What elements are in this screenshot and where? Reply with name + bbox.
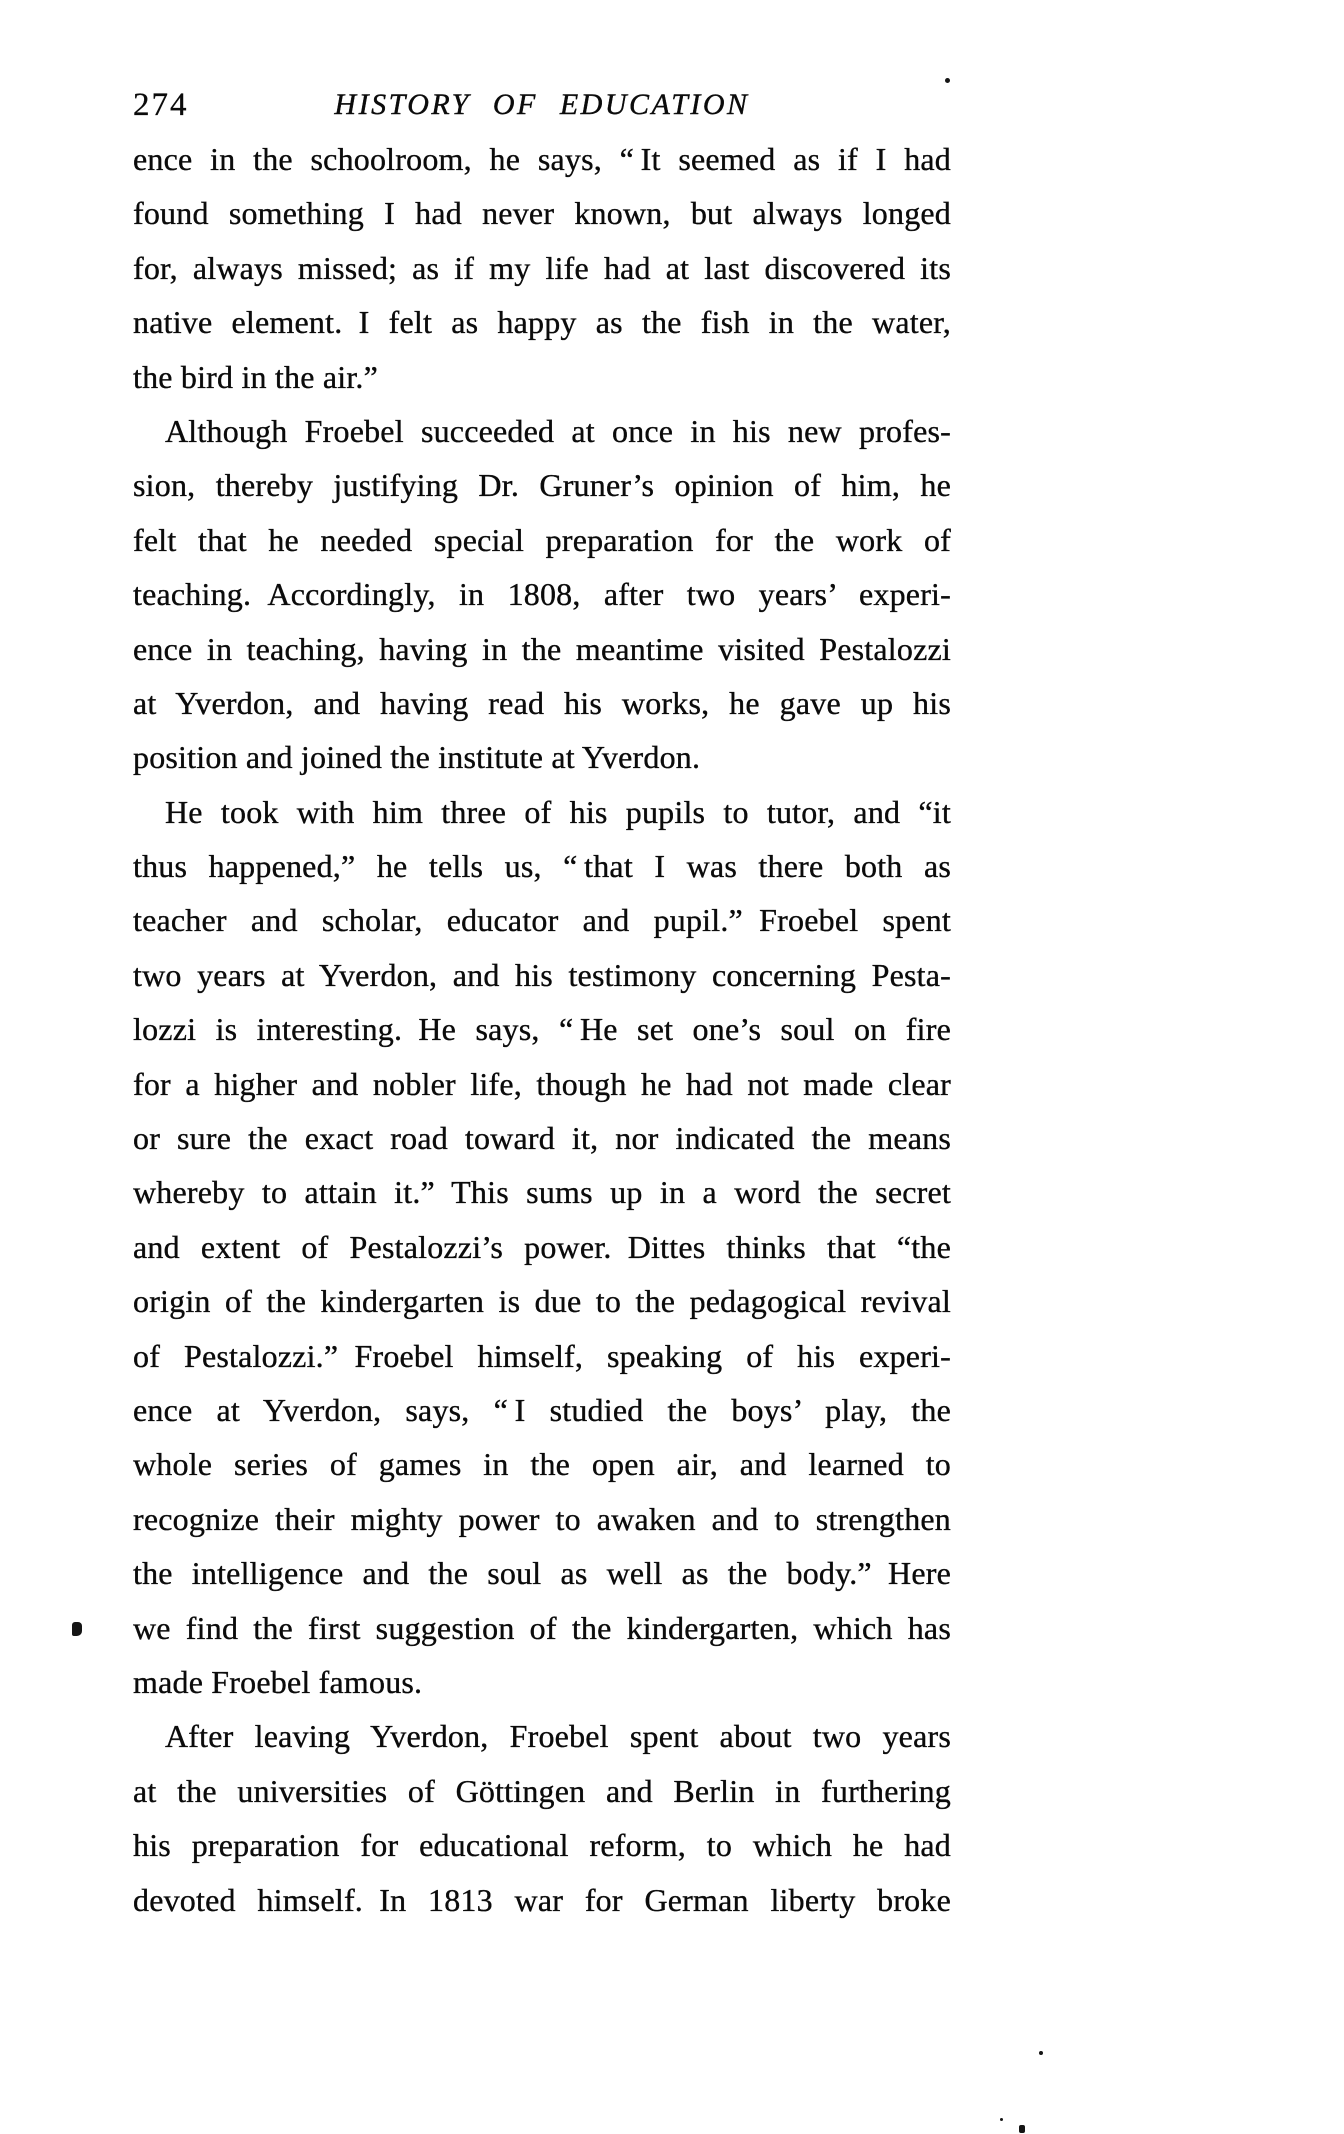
paragraph bbox=[133, 785, 951, 1710]
running-head: HISTORY OF EDUCATION bbox=[334, 88, 750, 121]
page-number: 274 bbox=[133, 87, 189, 123]
text-line: for a higher and nobler life, though he had not made clear bbox=[133, 1065, 951, 1102]
text-line: and extent of Pestalozzi’s power. Dittes thinks that “the bbox=[133, 1228, 951, 1265]
text-line: Although Froebel succeeded at once in his new profes- bbox=[165, 412, 951, 449]
text-line: thus happened,” he tells us, “ that I was there both as bbox=[133, 848, 951, 885]
text-line: whole series of games in the open air, and learned to bbox=[133, 1446, 951, 1483]
text-line: felt that he needed special preparation for the work of bbox=[133, 521, 951, 558]
page-header bbox=[133, 82, 951, 128]
ink-speck bbox=[1000, 2118, 1003, 2121]
text-line: of Pestalozzi.” Froebel himself, speaking of his experi- bbox=[133, 1337, 951, 1374]
text-line: found something I had never known, but always longed bbox=[133, 195, 951, 232]
text-line: lozzi is interesting. He says, “ He set one’s soul on fire bbox=[133, 1011, 951, 1048]
text-line: made Froebel famous. bbox=[133, 1663, 423, 1700]
text-line: native element. I felt as happy as the fish in the water, bbox=[133, 304, 951, 341]
text-line: ence in the schoolroom, he says, “ It seemed as if I had bbox=[133, 141, 951, 177]
text-line: origin of the kindergarten is due to the pedagogical revival bbox=[133, 1283, 951, 1320]
text-line: teacher and scholar, educator and pupil.” Froebel spent bbox=[133, 902, 951, 939]
text-line: ence in teaching, having in the meantime visited Pestalozzi bbox=[133, 630, 951, 667]
text-line: devoted himself. In 1813 war for German liberty broke bbox=[133, 1881, 951, 1918]
text-line: position and joined the institute at Yverdon. bbox=[133, 739, 701, 776]
text-line: at Yverdon, and having read his works, he gave up his bbox=[133, 684, 951, 721]
text-line: his preparation for educational reform, to which he had bbox=[133, 1827, 951, 1864]
text-line: recognize their mighty power to awaken and to strengthen bbox=[133, 1500, 951, 1537]
paragraph bbox=[133, 132, 951, 404]
paragraph bbox=[133, 404, 951, 785]
text-line: two years at Yverdon, and his testimony concerning Pesta- bbox=[133, 956, 951, 993]
text-line: whereby to attain it.” This sums up in a word the secret bbox=[133, 1174, 951, 1211]
text-line: or sure the exact road toward it, nor indicated the means bbox=[133, 1120, 951, 1157]
ink-speck bbox=[1039, 2051, 1043, 2055]
text-line: for, always missed; as if my life had at last discovered its bbox=[133, 249, 951, 286]
body-text bbox=[133, 132, 951, 1927]
text-line: at the universities of Göttingen and Berlin in furthering bbox=[133, 1772, 951, 1809]
paragraph bbox=[133, 1709, 951, 1927]
ink-speck bbox=[1019, 2125, 1025, 2133]
text-line: the intelligence and the soul as well as the body.” Here bbox=[133, 1555, 951, 1592]
text-line: He took with him three of his pupils to tutor, and “it bbox=[165, 793, 951, 830]
text-line: sion, thereby justifying Dr. Gruner’s opinion of him, he bbox=[133, 467, 951, 504]
text-line: After leaving Yverdon, Froebel spent about two years bbox=[165, 1718, 951, 1755]
text-line: ence at Yverdon, says, “ I studied the boys’ play, the bbox=[133, 1391, 951, 1428]
ink-speck bbox=[72, 1622, 82, 1636]
text-line: we find the first suggestion of the kindergarten, which has bbox=[133, 1609, 951, 1646]
text-line: teaching. Accordingly, in 1808, after two years’ experi- bbox=[133, 576, 951, 613]
text-line: the bird in the air.” bbox=[133, 358, 379, 395]
ink-speck bbox=[945, 78, 950, 83]
